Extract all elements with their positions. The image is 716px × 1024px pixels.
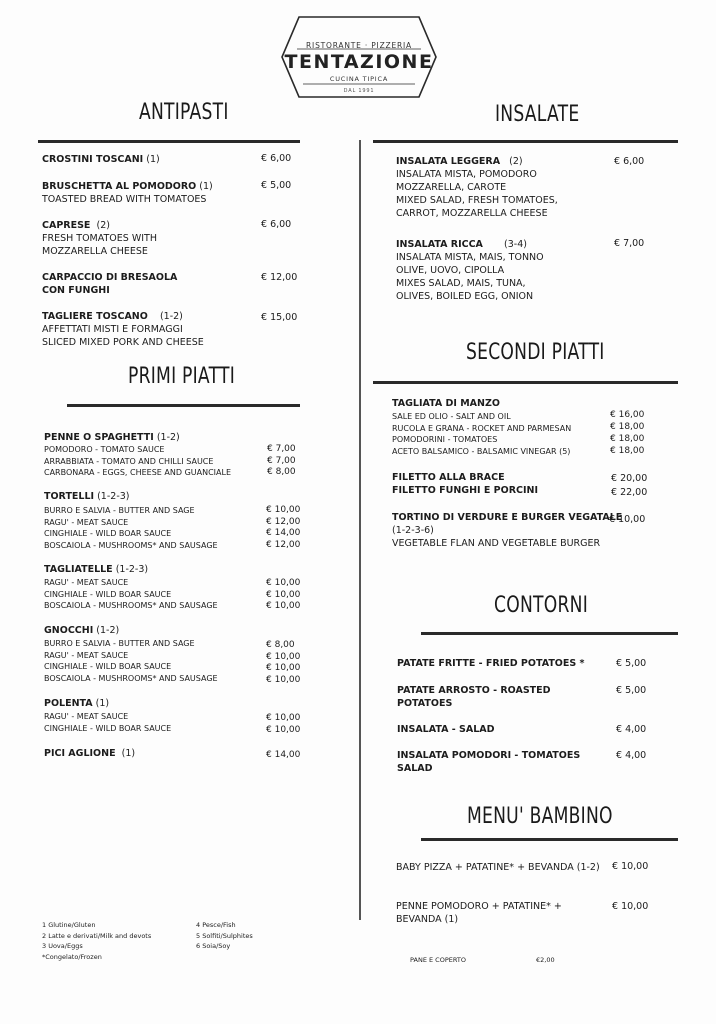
primi-group-6: PICI AGLIONE (1): [44, 748, 136, 759]
antipasti-price-3: € 6,00: [261, 219, 292, 230]
insalate-price-1: € 6,00: [614, 156, 645, 167]
primi-group-1: PENNE O SPAGHETTI (1-2): [44, 432, 180, 443]
primi-group-3-lines: RAGU' - MEAT SAUCE CINGHIALE - WILD BOAR SAUCE BOSCAIOLA - MUSHROOMS* AND SAUSAGE: [44, 578, 218, 610]
secondi-rule: [373, 381, 678, 384]
logo-tagline: CUCINA TIPICA: [329, 75, 389, 83]
logo-established: DAL 1991: [343, 88, 375, 94]
bambino-item-2: PENNE POMODORO + PATATINE* + BEVANDA (1): [396, 901, 562, 925]
primi-group-5-lines: RAGU' - MEAT SAUCE CINGHIALE - WILD BOAR SAUCE: [44, 712, 172, 733]
primi-group-3-prices: € 10,00 € 10,00 € 10,00: [266, 578, 301, 611]
tortino-price: € 10,00: [609, 514, 646, 525]
primi-rule: [67, 404, 300, 407]
primi-group-5: POLENTA (1): [44, 698, 110, 709]
pane-coperto-price: €2,00: [536, 956, 555, 964]
pane-coperto-label: PANE E COPERTO: [410, 956, 466, 964]
tagliata-lines: SALE ED OLIO - SALT AND OIL RUCOLA E GRANA - ROCKET AND PARMESAN POMODORINI - TOMATOES ACETO BALSAMICO - BALSAMIC VINEGAR (5): [392, 412, 572, 456]
filetto-funghi-name: FILETTO FUNGHI E PORCINI: [392, 485, 539, 496]
logo-subtitle: RISTORANTE · PIZZERIA: [306, 41, 412, 50]
filetto-brace-name: FILETTO ALLA BRACE: [392, 472, 505, 483]
contorni-price-2: € 5,00: [616, 685, 647, 696]
primi-title: PRIMI PIATTI: [128, 364, 236, 389]
allergen-legend-1: 1 Glutine/Gluten 2 Latte e derivati/Milk and devots 3 Uova/Eggs *Congelato/Frozen: [42, 921, 152, 961]
antipasti-item-4: CARPACCIO DI BRESAOLA CON FUNGHI: [42, 272, 178, 296]
bambino-title: MENU' BAMBINO: [467, 804, 613, 829]
contorni-title: CONTORNI: [494, 593, 589, 618]
antipasti-item-1: CROSTINI TOSCANI (1): [42, 154, 160, 165]
antipasti-price-2: € 5,00: [261, 180, 292, 191]
primi-group-5-prices: € 10,00 € 10,00: [266, 713, 301, 735]
insalate-item-1: INSALATA LEGGERA (2) INSALATA MISTA, POMODORO MOZZARELLA, CAROTE MIXED SALAD, FRESH TOMATOES, CARROT, MOZZARELLA CHEESE: [396, 156, 558, 219]
contorni-item-4: INSALATA POMODORI - TOMATOES SALAD: [397, 750, 581, 774]
antipasti-item-5: TAGLIERE TOSCANO (1-2) AFFETTATI MISTI E FORMAGGI SLICED MIXED PORK AND CHEESE: [42, 311, 204, 348]
column-divider: [359, 140, 361, 920]
primi-group-6-price: € 14,00: [266, 750, 301, 760]
insalate-item-2: INSALATA RICCA (3-4) INSALATA MISTA, MAIS, TONNO OLIVE, UOVO, CIPOLLA MIXES SALAD, MAIS, TUNA, OLIVES, BOILED EGG, ONION: [396, 239, 544, 302]
primi-group-2-prices: € 10,00 € 12,00 € 14,00 € 12,00: [266, 505, 301, 550]
contorni-price-3: € 4,00: [616, 724, 647, 735]
antipasti-price-1: € 6,00: [261, 153, 292, 164]
contorni-item-1: PATATE FRITTE - FRIED POTATOES *: [397, 658, 585, 669]
contorni-item-3: INSALATA - SALAD: [397, 724, 495, 735]
contorni-price-4: € 4,00: [616, 750, 647, 761]
contorni-item-2: PATATE ARROSTO - ROASTED POTATOES: [397, 685, 551, 709]
antipasti-item-3: CAPRESE (2) FRESH TOMATOES WITH MOZZARELLA CHEESE: [42, 220, 157, 257]
restaurant-name: TENTAZIONE: [284, 51, 434, 73]
primi-group-2: TORTELLI (1-2-3): [44, 491, 130, 502]
insalate-title: INSALATE: [495, 102, 580, 127]
contorni-rule: [421, 632, 678, 635]
allergen-legend-2: 4 Pesce/Fish 5 Solfiti/Sulphites 6 Soia/Soy: [196, 921, 253, 950]
tagliata-prices: € 16,00 € 18,00 € 18,00 € 18,00: [610, 410, 645, 456]
filetto-brace-price: € 20,00: [611, 473, 648, 484]
contorni-price-1: € 5,00: [616, 658, 647, 669]
primi-group-1-prices: € 7,00 € 7,00 € 8,00: [267, 444, 296, 477]
antipasti-price-5: € 15,00: [261, 312, 298, 323]
tortino-item: TORTINO DI VERDURE E BURGER VEGATALE (1-2-3-6) VEGETABLE FLAN AND VEGETABLE BURGER: [392, 512, 623, 549]
secondi-title: SECONDI PIATTI: [466, 340, 605, 365]
bambino-price-1: € 10,00: [612, 861, 649, 872]
antipasti-item-2: BRUSCHETTA AL POMODORO (1) TOASTED BREAD WITH TOMATOES: [42, 181, 213, 205]
primi-group-2-lines: BURRO E SALVIA - BUTTER AND SAGE RAGU' - MEAT SAUCE CINGHIALE - WILD BOAR SAUCE BOSCAIOLA - MUSHROOMS* AND SAUSAGE: [44, 506, 218, 550]
filetto-funghi-price: € 22,00: [611, 487, 648, 498]
primi-group-4-lines: BURRO E SALVIA - BUTTER AND SAGE RAGU' - MEAT SAUCE CINGHIALE - WILD BOAR SAUCE BOSCAIOLA - MUSHROOMS* AND SAUSAGE: [44, 639, 218, 683]
insalate-price-2: € 7,00: [614, 238, 645, 249]
primi-group-1-lines: POMODORO - TOMATO SAUCE ARRABBIATA - TOMATO AND CHILLI SAUCE CARBONARA - EGGS, CHEESE AND GUANCIALE: [44, 445, 232, 477]
bambino-rule: [421, 838, 678, 841]
primi-group-4: GNOCCHI (1-2): [44, 625, 120, 636]
antipasti-title: ANTIPASTI: [139, 100, 229, 125]
bambino-price-2: € 10,00: [612, 901, 649, 912]
bambino-item-1: BABY PIZZA + PATATINE* + BEVANDA (1-2): [396, 862, 600, 873]
antipasti-rule: [38, 140, 300, 143]
insalate-rule: [373, 140, 678, 143]
primi-group-4-prices: € 8,00 € 10,00 € 10,00 € 10,00: [266, 640, 301, 685]
tagliata-name: TAGLIATA DI MANZO: [392, 398, 500, 409]
antipasti-price-4: € 12,00: [261, 272, 298, 283]
primi-group-3: TAGLIATELLE (1-2-3): [44, 564, 149, 575]
